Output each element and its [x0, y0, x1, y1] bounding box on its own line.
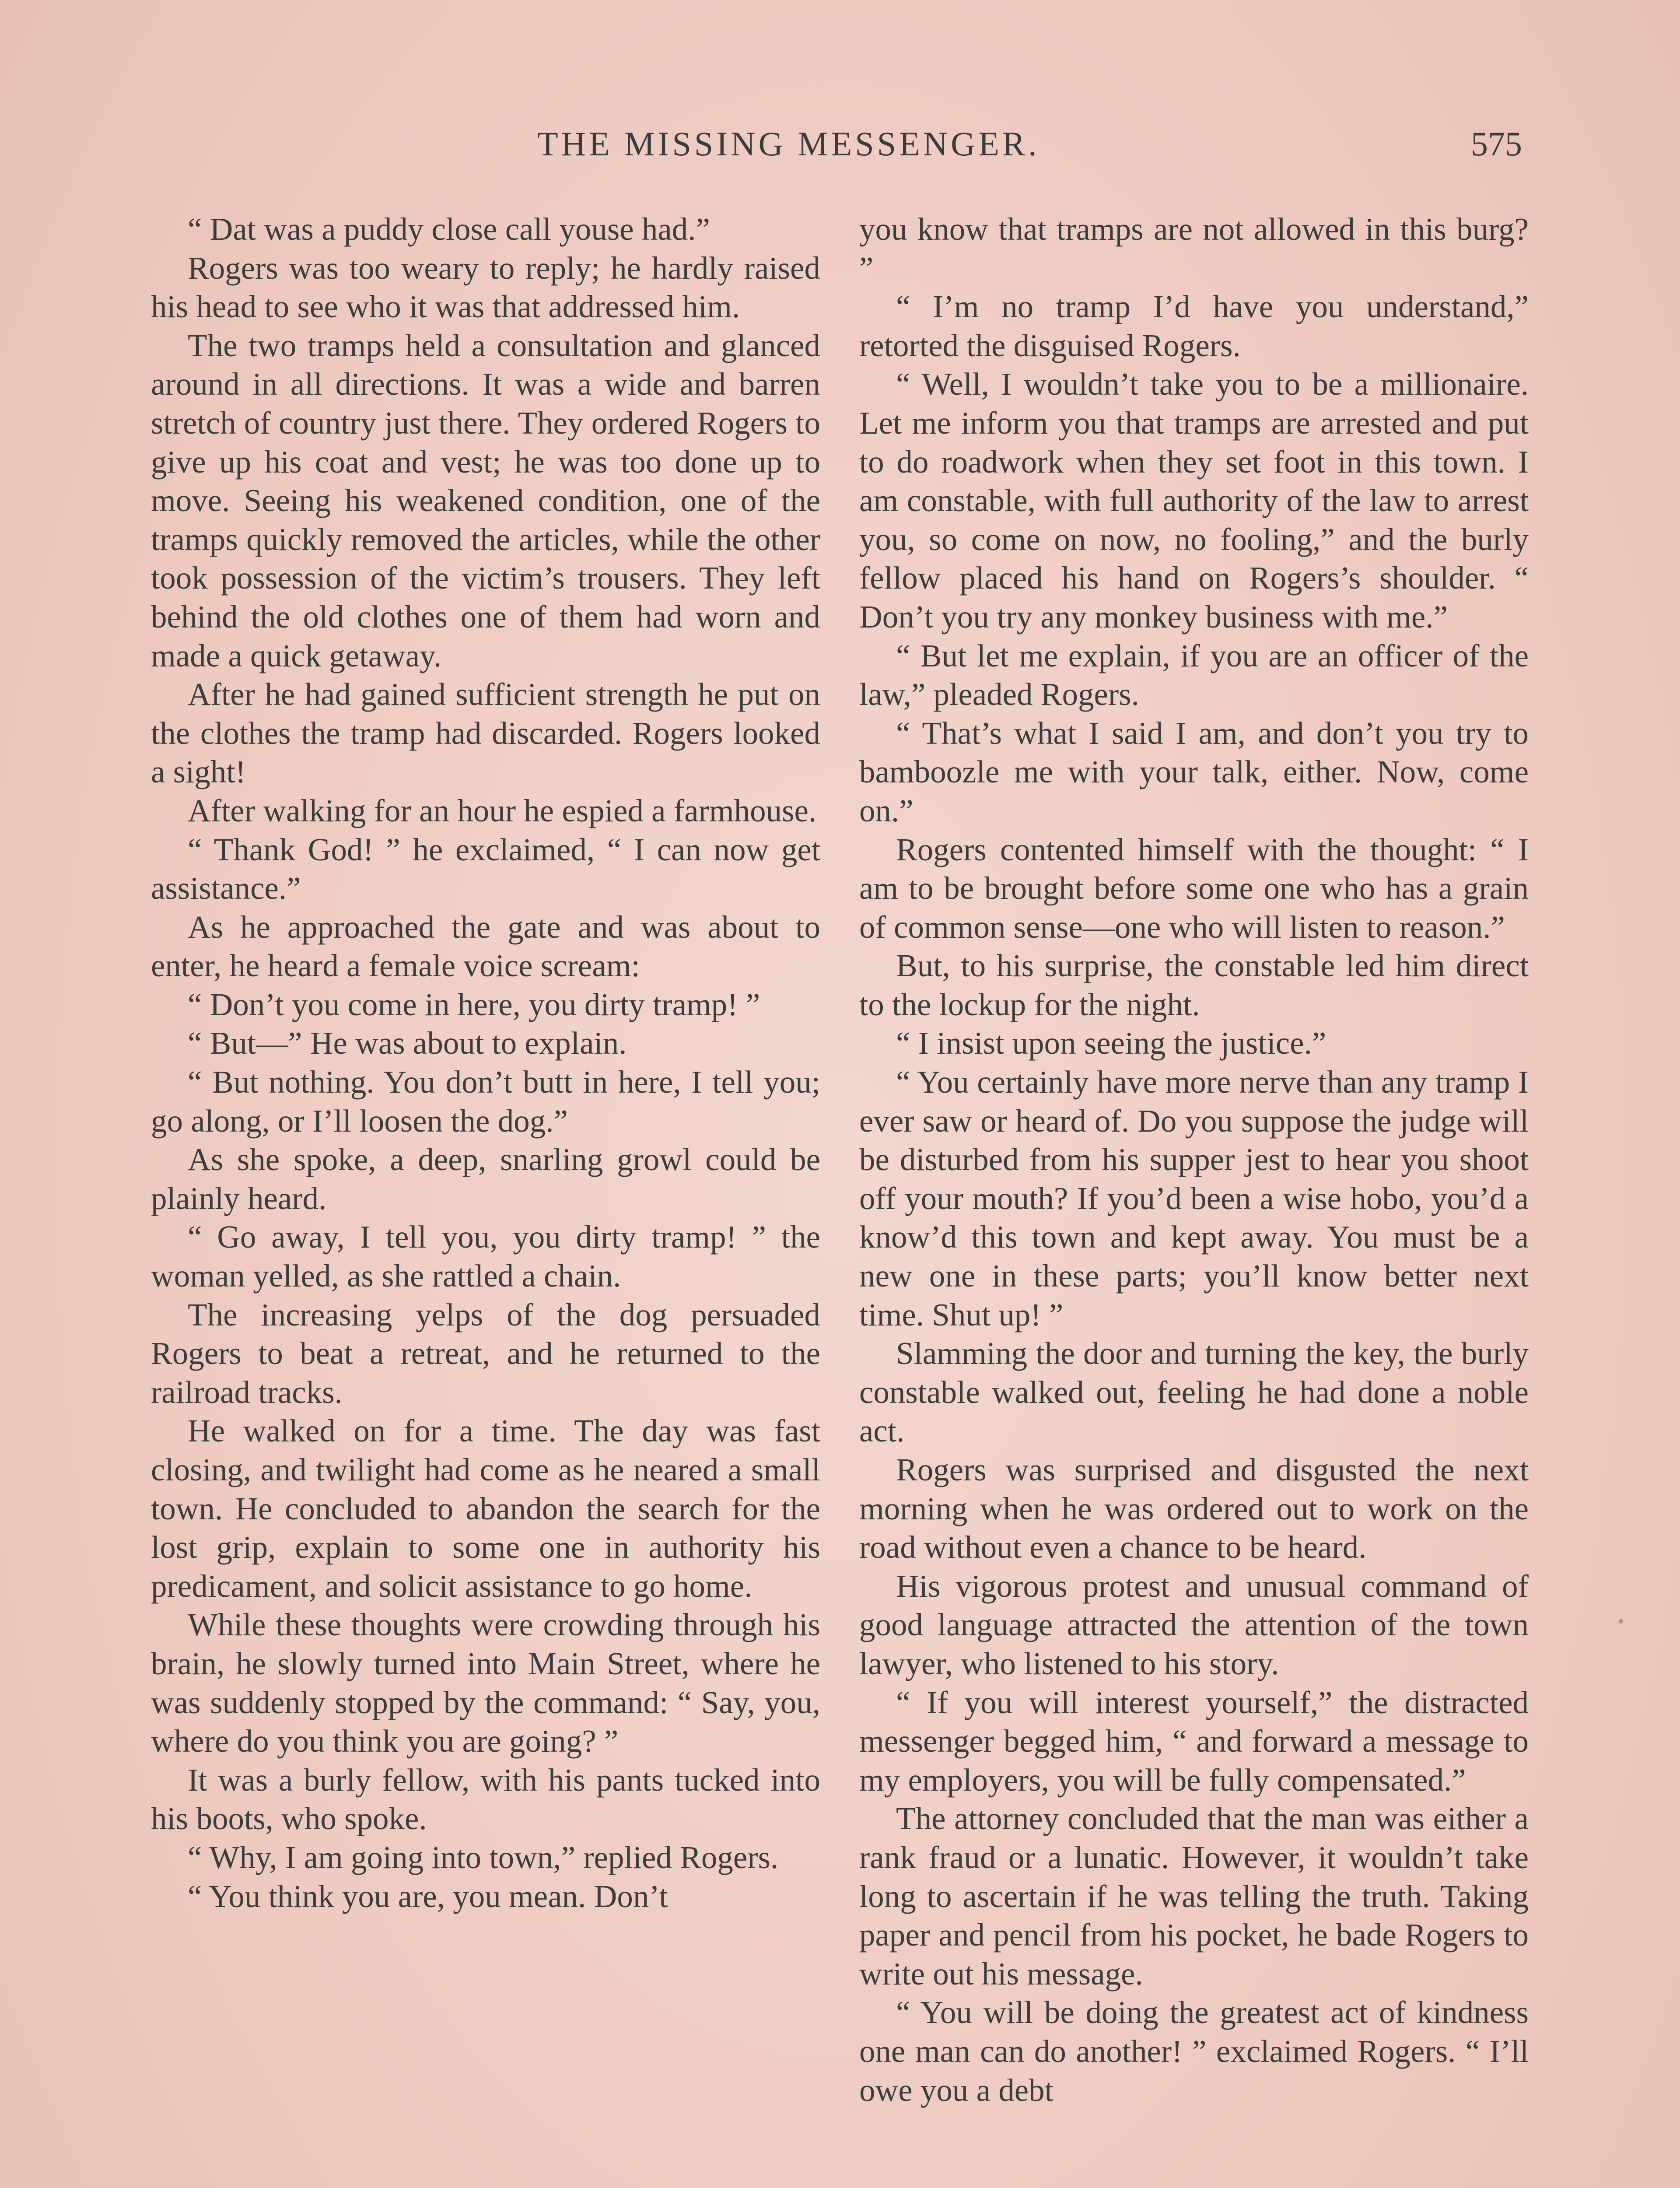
- paragraph: Slamming the door and turning the key, the burly constable walked out, feeling he had done a noble act.: [859, 1336, 1529, 1449]
- paragraph: It was a burly fellow, with his pants tucked into his boots, who spoke.: [151, 1762, 820, 1837]
- paragraph: While these thoughts were crowding through his brain, he slowly turned into Main Street, where he was suddenly stopped by the command: “ Say, you, where do you think you are going? ”: [151, 1607, 820, 1759]
- paragraph: The attorney concluded that the man was either a rank fraud or a lunatic. However, it wouldn’t take long to ascertain if he was telling the truth. Taking paper and pencil from his pocket, he bade Rogers to write out his message.: [859, 1801, 1529, 1992]
- paragraph: “ You certainly have more nerve than any tramp I ever saw or heard of. Do you suppose the judge will be disturbed from his supper jest to hear you shoot off your mouth? If you’d been a wise hobo, you’d a know’d this town and kept away. You must be a new one in these parts; you’ll know better next time. Shut up! ”: [859, 1064, 1529, 1332]
- paragraph: “ I’m no tramp I’d have you understand,” retorted the disguised Rogers.: [859, 289, 1529, 363]
- paragraph: “ Dat was a puddy close call youse had.”: [188, 211, 710, 247]
- paragraph: “ Why, I am going into town,” replied Rogers.: [188, 1839, 779, 1875]
- running-title: THE MISSING MESSENGER.: [537, 125, 1040, 163]
- paragraph: Rogers contented himself with the thought: “ I am to be brought before some one who has a grain of common sense—one who will listen to reason.”: [859, 831, 1529, 945]
- paragraph: Rogers was too weary to reply; he hardly raised his head to see who it was that addressed him.: [151, 250, 820, 325]
- paragraph: His vigorous protest and unusual command of good language attracted the attention of the town lawyer, who listened to his story.: [859, 1568, 1529, 1681]
- paragraph: “ I insist upon seeing the justice.”: [896, 1025, 1326, 1061]
- paragraph: “ Well, I wouldn’t take you to be a millionaire. Let me inform you that tramps are arrested and put to do roadwork when they set foot in this town. I am constable, with full authority of the law to arrest you, so come on now, no fooling,” and the burly fellow placed his hand on Rogers’s shoulder. “ Don’t you try any monkey business with me.”: [859, 366, 1529, 635]
- paragraph: As he approached the gate and was about to enter, he heard a female voice scream:: [151, 909, 820, 984]
- paragraph: After he had gained sufficient strength he put on the clothes the tramp had discarded. Rogers looked a sight!: [151, 677, 820, 790]
- paragraph: “ But—” He was about to explain.: [188, 1025, 627, 1061]
- paragraph: “ But nothing. You don’t butt in here, I tell you; go along, or I’ll loosen the dog.”: [151, 1064, 820, 1139]
- paragraph: “ Go away, I tell you, you dirty tramp! ” the woman yelled, as she rattled a chain.: [151, 1219, 820, 1294]
- paragraph: After walking for an hour he espied a farmhouse.: [188, 792, 817, 828]
- paragraph: “ Thank God! ” he exclaimed, “ I can now get assistance.”: [151, 831, 820, 906]
- paragraph: “ You think you are, you mean. Don’t: [188, 1878, 668, 1914]
- page-number: 575: [1471, 125, 1522, 163]
- paragraph: “ But let me explain, if you are an officer of the law,” pleaded Rogers.: [859, 638, 1529, 712]
- paragraph: you know that tramps are not allowed in this burg? ”: [859, 211, 1529, 286]
- paragraph: But, to his surprise, the constable led him direct to the lockup for the night.: [859, 948, 1529, 1022]
- paragraph: “ You will be doing the greatest act of kindness one man can do another! ” exclaimed Rogers. “ I’ll owe you a debt: [859, 1995, 1529, 2108]
- paragraph: “ Don’t you come in here, you dirty tramp! ”: [188, 986, 760, 1022]
- paragraph: The increasing yelps of the dog persuaded Rogers to beat a retreat, and he returned to the railroad tracks.: [151, 1297, 820, 1410]
- paragraph: He walked on for a time. The day was fast closing, and twilight had come as he neared a small town. He concluded to abandon the search for the lost grip, explain to some one in authority his predicament, and solicit assistance to go home.: [151, 1413, 820, 1604]
- paragraph: As she spoke, a deep, snarling growl could be plainly heard.: [151, 1142, 820, 1216]
- paper-speck: [1619, 1619, 1623, 1623]
- left-column: [151, 210, 820, 2188]
- paragraph: “ That’s what I said I am, and don’t you try to bamboozle me with your talk, either. Now, come on.”: [859, 715, 1529, 828]
- paragraph: “ If you will interest yourself,” the distracted messenger begged him, “ and forward a message to my employers, you will be fully compensated.”: [859, 1684, 1529, 1798]
- paragraph: The two tramps held a consultation and glanced around in all directions. It was a wide and barren stretch of country just there. They ordered Rogers to give up his coat and vest; he was too done up to move. Seeing his weakened condition, one of the tramps quickly removed the articles, while the other took possession of the victim’s trousers. They left behind the old clothes one of them had worn and made a quick getaway.: [151, 327, 820, 673]
- paragraph: Rogers was surprised and disgusted the next morning when he was ordered out to work on the road without even a chance to be heard.: [859, 1452, 1529, 1565]
- right-column: [859, 210, 1529, 2188]
